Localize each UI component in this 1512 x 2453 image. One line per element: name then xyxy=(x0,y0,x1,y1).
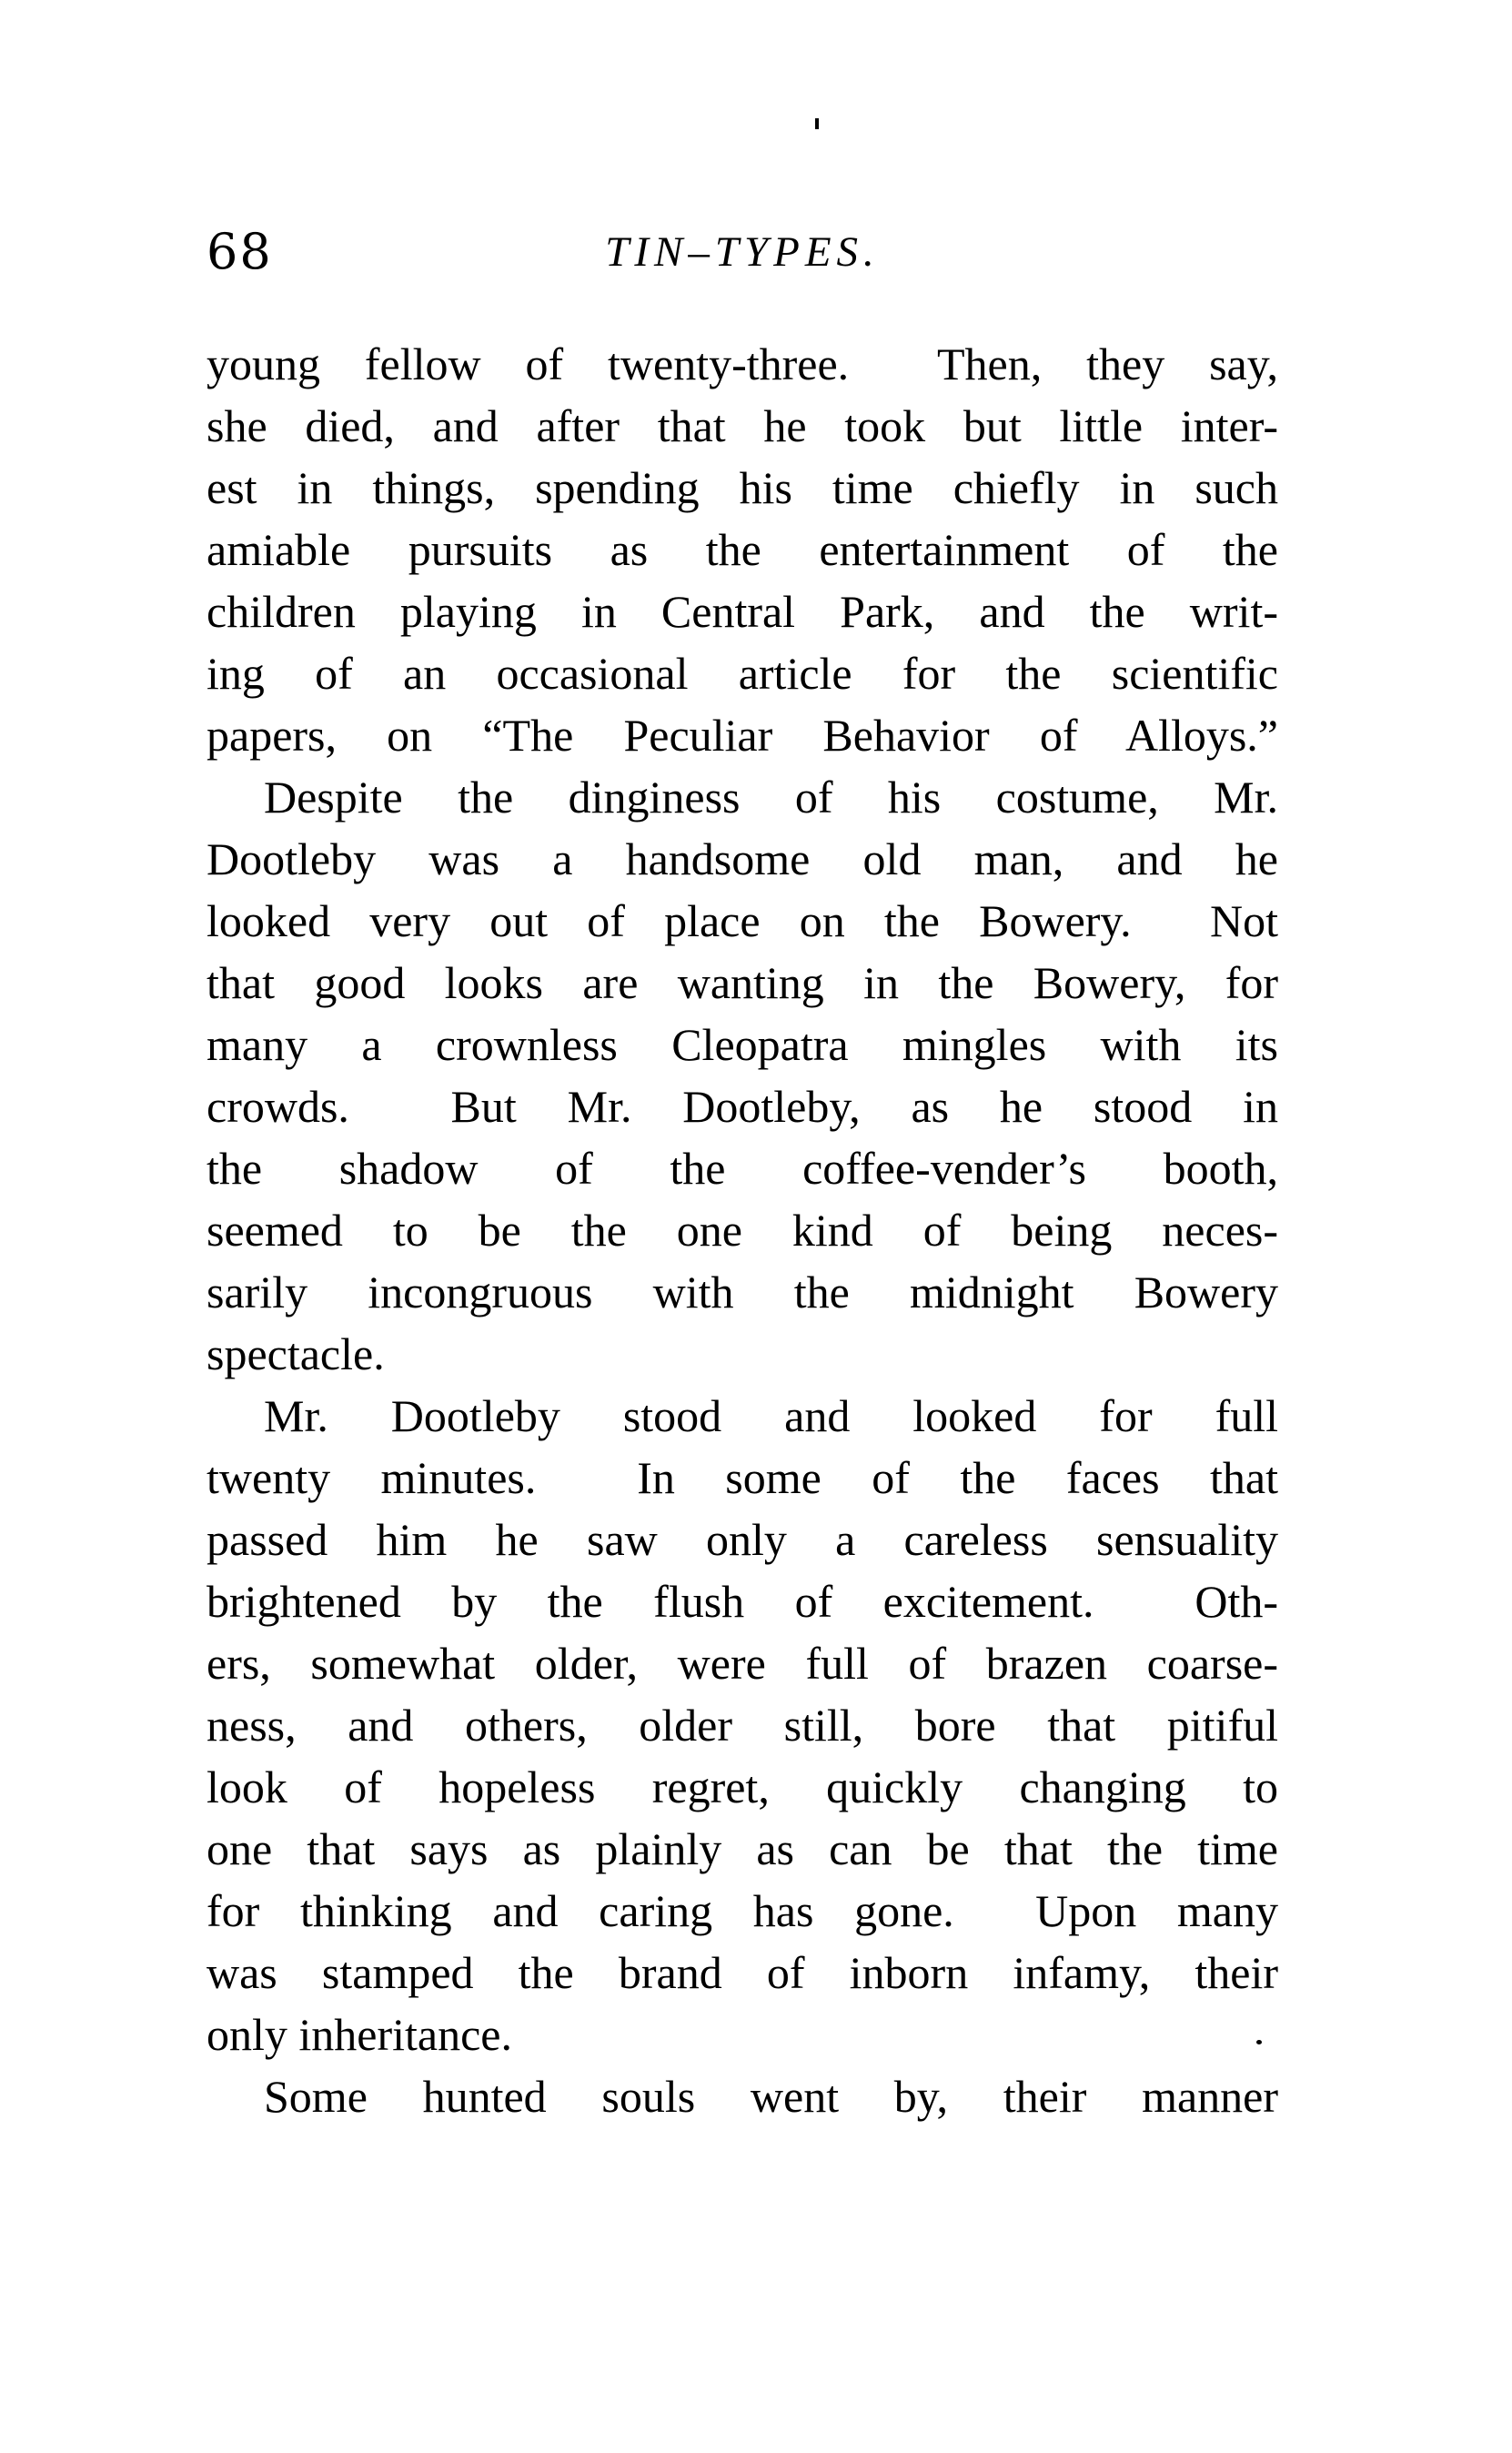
text-line: papers, on “The Peculiar Behavior of Alloys.” xyxy=(207,710,1278,761)
text-line: many a crownless Cleopatra mingles with its xyxy=(207,1019,1278,1070)
text-line: seemed to be the one kind of being neces- xyxy=(207,1205,1278,1256)
text-line: looked very out of place on the Bowery. Not xyxy=(207,895,1278,946)
page-header xyxy=(207,223,1278,280)
text-line: that good looks are wanting in the Bowery, for xyxy=(207,957,1278,1008)
text-line: twenty minutes. In some of the faces that xyxy=(207,1452,1278,1503)
running-title: TIN–TYPES. xyxy=(605,228,880,276)
page-number: 68 xyxy=(207,223,273,280)
text-line: spectacle. xyxy=(207,1328,385,1379)
text-line: ers, somewhat older, were full of brazen coarse- xyxy=(207,1638,1278,1689)
text-line: Despite the dinginess of his costume, Mr. xyxy=(264,772,1278,823)
text-line: only inheritance. xyxy=(207,2009,512,2060)
text-line: children playing in Central Park, and the writ- xyxy=(207,586,1278,637)
text-line: was stamped the brand of inborn infamy, their xyxy=(207,1947,1278,1998)
text-line: one that says as plainly as can be that the time xyxy=(207,1823,1278,1874)
text-line: crowds. But Mr. Dootleby, as he stood in xyxy=(207,1081,1278,1132)
text-line: ing of an occasional article for the scientific xyxy=(207,648,1278,699)
scan-speck xyxy=(815,118,819,129)
text-line: Mr. Dootleby stood and looked for full xyxy=(264,1390,1278,1441)
scan-speck xyxy=(1256,2040,1262,2044)
text-line: brightened by the flush of excitement. Oth- xyxy=(207,1576,1278,1627)
text-line: she died, and after that he took but little inter- xyxy=(207,400,1278,451)
text-line: amiable pursuits as the entertainment of the xyxy=(207,524,1278,575)
body-text xyxy=(207,333,1278,2127)
text-line: Dootleby was a handsome old man, and he xyxy=(207,833,1278,884)
text-line: young fellow of twenty-three. Then, they say, xyxy=(207,338,1278,389)
text-line: sarily incongruous with the midnight Bowery xyxy=(207,1267,1278,1317)
text-line: passed him he saw only a careless sensuality xyxy=(207,1514,1278,1565)
text-line: for thinking and caring has gone. Upon many xyxy=(207,1885,1278,1936)
text-line: est in things, spending his time chiefly in such xyxy=(207,462,1278,513)
text-line: the shadow of the coffee-vender’s booth, xyxy=(207,1143,1278,1194)
text-line: look of hopeless regret, quickly changing to xyxy=(207,1762,1278,1812)
text-line: ness, and others, older still, bore that pitiful xyxy=(207,1700,1278,1751)
text-line: Some hunted souls went by, their manner xyxy=(264,2071,1278,2122)
